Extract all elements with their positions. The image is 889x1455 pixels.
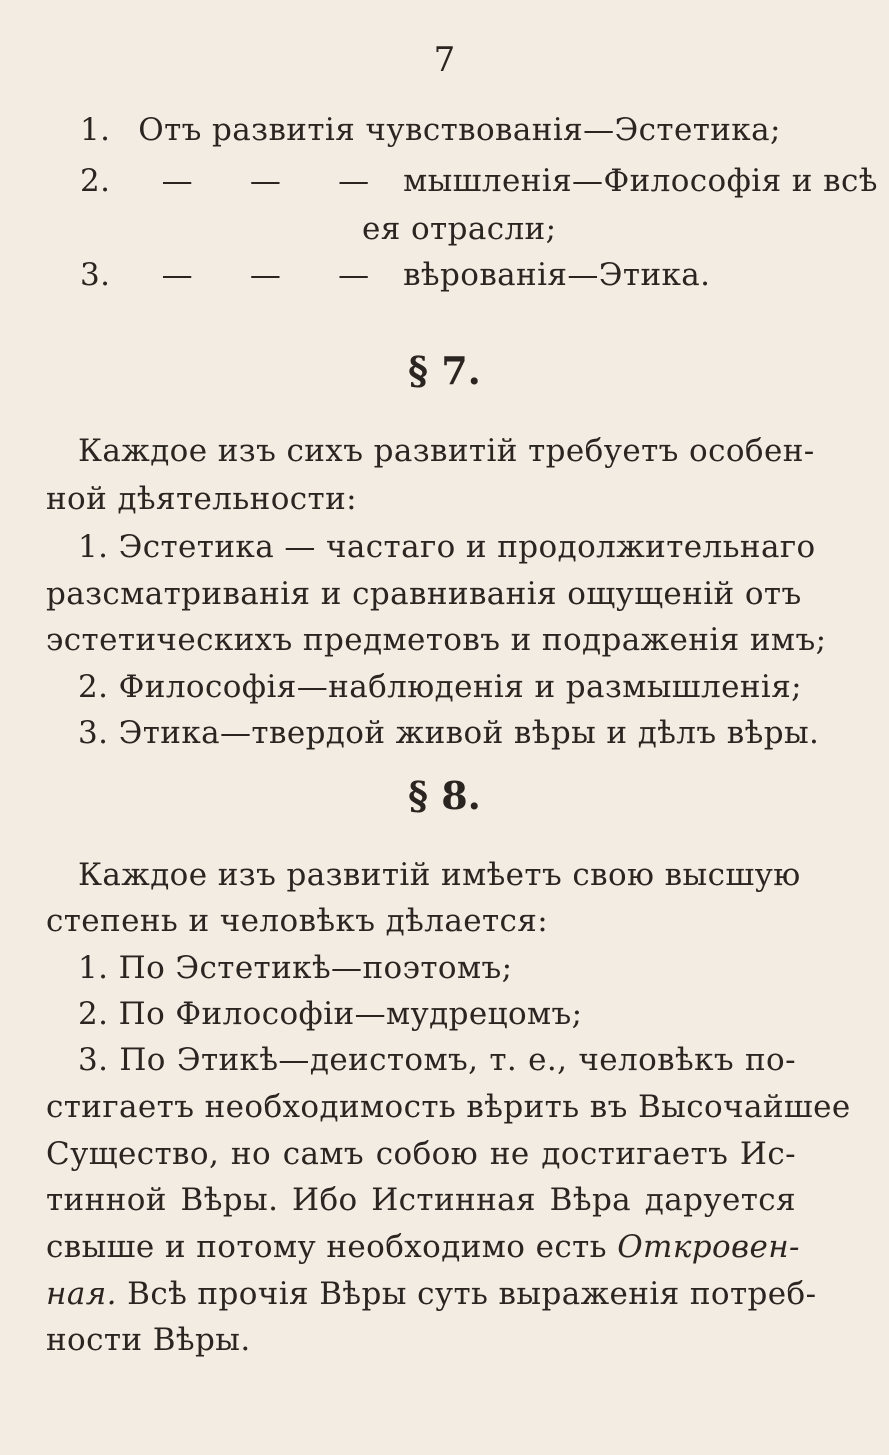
list-item-continuation: стигаетъ необходимость вѣрить въ Высочайшее (46, 1089, 851, 1125)
list-item (80, 257, 710, 293)
list-item (80, 112, 781, 148)
paragraph-line: Каждое изъ развитій имѣетъ свою высшую (78, 857, 801, 893)
text-run: свыше и потому необходимо есть (46, 1229, 618, 1265)
paragraph-line: Каждое изъ сихъ развитій требуетъ особен- (78, 433, 815, 469)
ditto-dash: — (338, 163, 370, 199)
list-item: 3. Этика—твердой живой вѣры и дѣлъ вѣры. (78, 715, 820, 751)
paragraph-line: степень и человѣкъ дѣлается: (46, 903, 549, 939)
paragraph-line: ной дѣятельности: (46, 481, 357, 517)
ditto-dash: — (161, 163, 193, 199)
page-number: 7 (433, 40, 456, 80)
section-heading: § 7. (408, 348, 481, 393)
list-item-continuation (46, 1276, 817, 1312)
list-item-continuation: Существо, но самъ собою не достигаетъ Ис- (46, 1136, 796, 1172)
list-item: 2. По Философіи—мудрецомъ; (78, 996, 583, 1032)
section-heading: § 8. (408, 773, 481, 818)
list-item-continuation: ности Вѣры. (46, 1322, 251, 1358)
list-item: 1. Эстетика — частаго и продолжительнаго (78, 529, 816, 565)
list-text: Отъ развитія чувствованія—Эстетика; (138, 112, 781, 148)
ditto-dash: — (338, 257, 370, 293)
text-run: Всѣ прочія Вѣры суть выраженія потреб- (116, 1276, 817, 1312)
italic-text: ная. (46, 1276, 117, 1312)
list-text: мышленія—Философія и всѣ (403, 163, 878, 199)
list-item-continuation: тинной Вѣры. Ибо Истинная Вѣра даруется (46, 1182, 796, 1218)
list-item: 3. По Этикѣ—деистомъ, т. е., человѣкъ по- (78, 1042, 796, 1078)
ditto-dash: — (249, 257, 282, 293)
ditto-dash: — (249, 163, 282, 199)
list-item-continuation: эстетическихъ предметовъ и подраженія имъ; (46, 622, 827, 658)
list-item: 2. Философія—наблюденія и размышленія; (78, 669, 803, 705)
list-number: 3. (80, 257, 111, 293)
italic-text: Откровен- (617, 1229, 800, 1265)
ditto-dash: — (161, 257, 193, 293)
list-item: 1. По Эстетикѣ—поэтомъ; (78, 950, 513, 986)
list-item-continuation (46, 1229, 800, 1265)
list-text: вѣрованія—Этика. (403, 257, 711, 293)
list-continuation: ея отрасли; (362, 211, 557, 247)
list-number: 1. (80, 112, 111, 148)
list-number: 2. (80, 163, 111, 199)
list-item (80, 163, 878, 199)
list-item-continuation: разсматриванія и сравниванія ощущеній отъ (46, 576, 802, 612)
